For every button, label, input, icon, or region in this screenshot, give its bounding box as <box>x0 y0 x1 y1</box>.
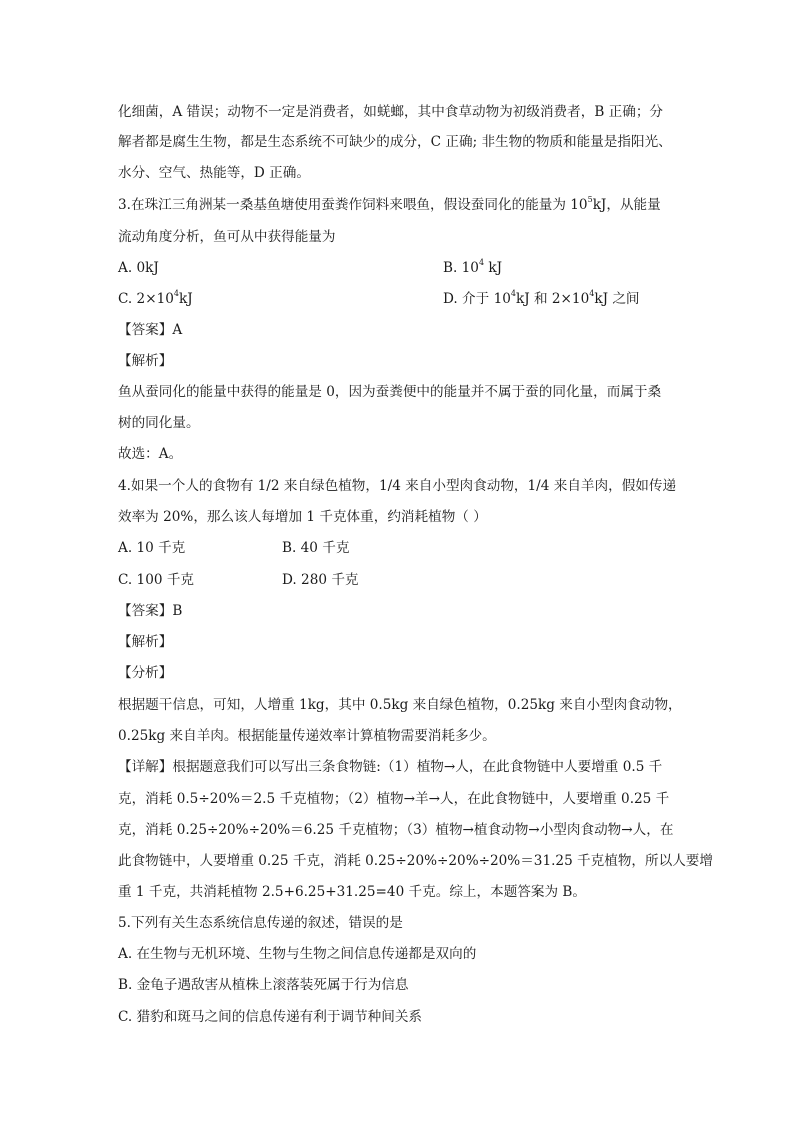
q3-analysis-heading: 【解析】 <box>118 353 173 369</box>
q4-option-b: B. 40 千克 <box>282 540 350 556</box>
q5-option-b: B. 金龟子遇敌害从植株上滚落装死属于行为信息 <box>118 977 409 993</box>
q3-choice: 故选：A。 <box>118 446 183 462</box>
q4-fenxi-text: 0.25kg 来自羊肉。根据能量传递效率计算植物需要消耗多少。 <box>118 728 496 744</box>
q4-answer: 【答案】B <box>118 603 183 619</box>
q4-option-d: D. 280 千克 <box>282 572 359 588</box>
text-line: 解者都是腐生生物，都是生态系统不可缺少的成分，C 正确; 非生物的物质和能量是指阳光、 <box>118 134 672 150</box>
question-3-stem-cont: 流动角度分析，鱼可从中获得能量为 <box>118 229 336 245</box>
q4-fenxi-heading: 【分析】 <box>118 665 173 681</box>
q4-detail-text: 此食物链中，人要增重 0.25 千克，消耗 0.25÷20%÷20%÷20%＝31.25 千克植物，所以人要增 <box>118 853 713 869</box>
text-line: 水分、空气、热能等，D 正确。 <box>118 165 310 181</box>
q4-detail-text: 克，消耗 0.5÷20%＝2.5 千克植物；（2）植物→羊→人，在此食物链中，人要增重 0.25 千 <box>118 791 670 807</box>
q4-detail-text: 重 1 千克，共消耗植物 2.5+6.25+31.25=40 千克。综上，本题答案为 B。 <box>118 884 586 900</box>
q4-option-c: C. 100 千克 <box>118 572 195 588</box>
q3-analysis-text: 鱼从蚕同化的能量中获得的能量是 0，因为蚕粪便中的能量并不属于蚕的同化量，而属于桑 <box>118 384 662 400</box>
q3-answer: 【答案】A <box>118 322 183 338</box>
q4-detail-text: 【详解】根据题意我们可以写出三条食物链:（1）植物→人，在此食物链中人要增重 0.5 千 <box>118 759 663 775</box>
q5-option-c: C. 猎豹和斑马之间的信息传递有利于调节种间关系 <box>118 1009 423 1025</box>
q4-detail-text: 克，消耗 0.25÷20%÷20%＝6.25 千克植物；（3）植物→植食动物→小型肉食动物→人，在 <box>118 822 674 838</box>
question-4-stem: 4.如果一个人的食物有 1/2 来自绿色植物，1/4 来自小型肉食动物，1/4 来自羊肉，假如传递 <box>118 478 677 494</box>
q3-option-d: D. 介于 $10^4kJ$ 和 $2\times 10^4kJ$ 之间 <box>443 289 640 307</box>
q3-analysis-text: 树的同化量。 <box>118 415 200 431</box>
q4-analysis-heading: 【解析】 <box>118 634 173 650</box>
question-3-stem: 3.在珠江三角洲某一桑基鱼塘使用蚕粪作饲料来喂鱼，假设蚕同化的能量为 $10^5kJ$，从能量 <box>118 195 661 213</box>
q4-option-a: A. 10 千克 <box>118 540 186 556</box>
q5-option-a: A. 在生物与无机环境、生物与生物之间信息传递都是双向的 <box>118 946 477 962</box>
q3-option-b: B. $10^4$ kJ <box>443 258 503 276</box>
text-line: 化细菌，A 错误；动物不一定是消费者，如蜣螂，其中食草动物为初级消费者，B 正确；分 <box>118 104 664 120</box>
q4-fenxi-text: 根据题干信息，可知，人增重 1kg，其中 0.5kg 来自绿色植物，0.25kg 来自小型肉食动物， <box>118 697 682 713</box>
question-4-stem-cont: 效率为 20%，那么该人每增加 1 千克体重，约消耗植物（ ） <box>118 509 487 525</box>
q3-option-a: A. 0kJ <box>118 260 159 276</box>
question-5-stem: 5.下列有关生态系统信息传递的叙述，错误的是 <box>118 915 403 931</box>
q3-option-c: C. $2\times 10^4kJ$ <box>118 289 193 307</box>
